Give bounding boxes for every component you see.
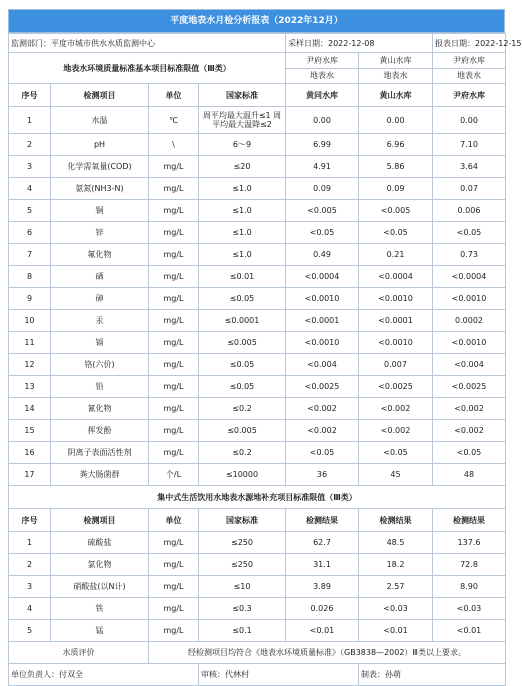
meta-row — [9, 34, 506, 53]
table-row — [9, 354, 506, 376]
cell-result-1: <0.0010 — [286, 288, 359, 310]
cell-item: pH — [51, 134, 149, 156]
table-row — [9, 532, 506, 554]
cell-result-2: 0.09 — [359, 178, 433, 200]
cell-standard: ≤0.005 — [199, 332, 286, 354]
site-type-2: 地表水 — [359, 68, 433, 84]
site-name-3: 尹府水库 — [433, 53, 506, 69]
cell-seq: 17 — [9, 464, 51, 486]
cell-standard: ≤1.0 — [199, 244, 286, 266]
cell-result-2: <0.0010 — [359, 288, 433, 310]
cell-result-1: 检测结果 — [286, 509, 359, 532]
table-row — [9, 222, 506, 244]
cell-result-3: <0.05 — [433, 222, 506, 244]
table-row — [9, 178, 506, 200]
cell-item: 粪大肠菌群 — [51, 464, 149, 486]
cell-item: 镉 — [51, 332, 149, 354]
cell-standard: ≤250 — [199, 532, 286, 554]
table-row — [9, 420, 506, 442]
cell-standard: ≤10000 — [199, 464, 286, 486]
footer-responsible: 单位负责人：付双全 — [9, 664, 199, 686]
cell-result-1: <0.002 — [286, 398, 359, 420]
dept-label: 监测部门：平度市城市供水水质监测中心 — [9, 34, 286, 53]
cell-result-2: <0.05 — [359, 442, 433, 464]
cell-standard: ≤10 — [199, 576, 286, 598]
cell-item: 挥发酚 — [51, 420, 149, 442]
cell-result-3: 0.07 — [433, 178, 506, 200]
table-row — [9, 310, 506, 332]
cell-result-1: <0.01 — [286, 620, 359, 642]
cell-seq: 9 — [9, 288, 51, 310]
cell-result-2: <0.03 — [359, 598, 433, 620]
cell-item: 铁 — [51, 598, 149, 620]
cell-result-3: <0.01 — [433, 620, 506, 642]
cell-unit: mg/L — [149, 598, 199, 620]
cell-unit: mg/L — [149, 222, 199, 244]
cell-result-2: <0.002 — [359, 398, 433, 420]
cell-item: 氨氮(NH3-N) — [51, 178, 149, 200]
evaluation-row — [9, 642, 506, 664]
cell-result-1: <0.004 — [286, 354, 359, 376]
cell-standard: ≤0.3 — [199, 598, 286, 620]
report-date: 报表日期：2022-12-15 — [433, 34, 506, 53]
cell-unit: mg/L — [149, 266, 199, 288]
cell-unit: \ — [149, 134, 199, 156]
cell-result-1: 0.026 — [286, 598, 359, 620]
cell-result-3: <0.0010 — [433, 288, 506, 310]
cell-result-2: <0.0001 — [359, 310, 433, 332]
cell-result-3: 48 — [433, 464, 506, 486]
cell-item: 铬(六价) — [51, 354, 149, 376]
cell-result-2: 0.00 — [359, 107, 433, 134]
cell-result-1: 3.89 — [286, 576, 359, 598]
cell-item: 水温 — [51, 107, 149, 134]
cell-result-1: <0.0001 — [286, 310, 359, 332]
cell-result-3: <0.0010 — [433, 332, 506, 354]
cell-result-3: <0.002 — [433, 398, 506, 420]
cell-standard: ≤0.1 — [199, 620, 286, 642]
cell-result-3: <0.0025 — [433, 376, 506, 398]
cell-item: 汞 — [51, 310, 149, 332]
cell-result-3: <0.03 — [433, 598, 506, 620]
cell-seq: 14 — [9, 398, 51, 420]
cell-result-3: <0.004 — [433, 354, 506, 376]
table-row — [9, 554, 506, 576]
cell-item: 检测项目 — [51, 84, 149, 107]
cell-standard: ≤250 — [199, 554, 286, 576]
section1-header-row — [9, 84, 506, 107]
cell-unit: mg/L — [149, 442, 199, 464]
table-row — [9, 376, 506, 398]
cell-unit: mg/L — [149, 178, 199, 200]
cell-seq: 1 — [9, 532, 51, 554]
cell-result-1: <0.0010 — [286, 332, 359, 354]
cell-seq: 15 — [9, 420, 51, 442]
cell-item: 硒 — [51, 266, 149, 288]
table-row — [9, 620, 506, 642]
cell-seq: 2 — [9, 134, 51, 156]
cell-seq: 1 — [9, 107, 51, 134]
cell-result-2: 6.96 — [359, 134, 433, 156]
cell-seq: 5 — [9, 200, 51, 222]
cell-unit: mg/L — [149, 354, 199, 376]
table-row — [9, 442, 506, 464]
cell-result-3: 3.64 — [433, 156, 506, 178]
footer-maker: 制表：孙萌 — [359, 664, 506, 686]
cell-standard: ≤1.0 — [199, 178, 286, 200]
table-row — [9, 598, 506, 620]
cell-unit: mg/L — [149, 554, 199, 576]
cell-result-2: <0.01 — [359, 620, 433, 642]
cell-item: 锌 — [51, 222, 149, 244]
report-title: 平度地表水月检分析报表（2022年12月） — [8, 9, 505, 33]
cell-seq: 7 — [9, 244, 51, 266]
cell-standard: 周平均最大温升≤1 周平均最大温降≤2 — [199, 107, 286, 134]
cell-item: 锰 — [51, 620, 149, 642]
cell-unit: mg/L — [149, 244, 199, 266]
cell-result-1: 31.1 — [286, 554, 359, 576]
cell-standard: ≤0.005 — [199, 420, 286, 442]
cell-result-1: 0.09 — [286, 178, 359, 200]
cell-item: 砷 — [51, 288, 149, 310]
cell-result-3: 7.10 — [433, 134, 506, 156]
evaluation-label: 水质评价 — [9, 642, 149, 664]
cell-standard: ≤1.0 — [199, 200, 286, 222]
cell-result-1: 62.7 — [286, 532, 359, 554]
footer-reviewer: 审核：代林村 — [199, 664, 359, 686]
cell-result-3: 137.6 — [433, 532, 506, 554]
cell-seq: 13 — [9, 376, 51, 398]
site-type-1: 地表水 — [286, 68, 359, 84]
evaluation-text: 经检测项目均符合《地表水环境质量标准》（GB3838—2002）Ⅲ类以上要求。 — [149, 642, 506, 664]
cell-result-3: <0.05 — [433, 442, 506, 464]
cell-standard: ≤0.05 — [199, 288, 286, 310]
cell-seq: 11 — [9, 332, 51, 354]
cell-standard: ≤0.2 — [199, 442, 286, 464]
cell-result-2: 18.2 — [359, 554, 433, 576]
section2-title: 集中式生活饮用水地表水源地补充项目标准限值（Ⅲ类） — [9, 486, 506, 509]
cell-standard: ≤1.0 — [199, 222, 286, 244]
cell-result-1: <0.05 — [286, 222, 359, 244]
site-type-3: 地表水 — [433, 68, 506, 84]
cell-standard: ≤0.05 — [199, 376, 286, 398]
cell-result-2: 0.007 — [359, 354, 433, 376]
cell-seq: 5 — [9, 620, 51, 642]
cell-item: 硫酸盐 — [51, 532, 149, 554]
cell-unit: 单位 — [149, 84, 199, 107]
cell-seq: 6 — [9, 222, 51, 244]
site-name-2: 黄山水库 — [359, 53, 433, 69]
cell-unit: mg/L — [149, 288, 199, 310]
cell-unit: mg/L — [149, 576, 199, 598]
cell-seq: 2 — [9, 554, 51, 576]
table-row — [9, 288, 506, 310]
cell-unit: mg/L — [149, 332, 199, 354]
cell-standard: 6～9 — [199, 134, 286, 156]
cell-result-1: <0.0004 — [286, 266, 359, 288]
cell-seq: 12 — [9, 354, 51, 376]
cell-seq: 10 — [9, 310, 51, 332]
footer-row — [9, 664, 506, 686]
table-row — [9, 266, 506, 288]
cell-result-2: <0.0010 — [359, 332, 433, 354]
cell-unit: 单位 — [149, 509, 199, 532]
section2-title-row — [9, 486, 506, 509]
cell-standard: ≤20 — [199, 156, 286, 178]
cell-seq: 3 — [9, 576, 51, 598]
cell-standard: ≤0.05 — [199, 354, 286, 376]
section1-title-row — [9, 53, 506, 69]
cell-unit: mg/L — [149, 532, 199, 554]
cell-result-3: 0.006 — [433, 200, 506, 222]
cell-item: 化学需氧量(COD) — [51, 156, 149, 178]
cell-unit: mg/L — [149, 200, 199, 222]
cell-unit: mg/L — [149, 310, 199, 332]
cell-result-2: <0.0025 — [359, 376, 433, 398]
cell-standard: ≤0.0001 — [199, 310, 286, 332]
cell-result-2: <0.005 — [359, 200, 433, 222]
cell-standard: 国家标准 — [199, 509, 286, 532]
table-row — [9, 156, 506, 178]
cell-unit: 个/L — [149, 464, 199, 486]
cell-result-3: 检测结果 — [433, 509, 506, 532]
cell-item: 检测项目 — [51, 509, 149, 532]
cell-item: 氟化物 — [51, 244, 149, 266]
table-row — [9, 107, 506, 134]
cell-unit: mg/L — [149, 156, 199, 178]
cell-result-2: 0.21 — [359, 244, 433, 266]
table-row — [9, 464, 506, 486]
cell-result-3: 0.00 — [433, 107, 506, 134]
cell-result-2: 5.86 — [359, 156, 433, 178]
cell-result-1: 0.49 — [286, 244, 359, 266]
cell-result-2: 黄山水库 — [359, 84, 433, 107]
cell-item: 氰化物 — [51, 398, 149, 420]
cell-result-1: <0.002 — [286, 420, 359, 442]
cell-result-1: 4.91 — [286, 156, 359, 178]
cell-result-3: 0.0002 — [433, 310, 506, 332]
cell-result-1: <0.05 — [286, 442, 359, 464]
table-row — [9, 332, 506, 354]
cell-result-3: 8.90 — [433, 576, 506, 598]
cell-item: 硝酸盐(以N计) — [51, 576, 149, 598]
cell-result-3: 尹府水库 — [433, 84, 506, 107]
table-row — [9, 398, 506, 420]
cell-result-1: <0.0025 — [286, 376, 359, 398]
cell-seq: 序号 — [9, 84, 51, 107]
cell-item: 氯化物 — [51, 554, 149, 576]
cell-result-2: <0.0004 — [359, 266, 433, 288]
cell-result-1: 6.99 — [286, 134, 359, 156]
cell-item: 阴离子表面活性剂 — [51, 442, 149, 464]
section1-title: 地表水环境质量标准基本项目标准限值（Ⅲ类） — [9, 53, 286, 84]
table-row — [9, 244, 506, 266]
site-name-1: 尹府水库 — [286, 53, 359, 69]
cell-result-1: 0.00 — [286, 107, 359, 134]
table-row — [9, 576, 506, 598]
cell-result-2: 2.57 — [359, 576, 433, 598]
cell-result-2: 检测结果 — [359, 509, 433, 532]
cell-result-1: 36 — [286, 464, 359, 486]
cell-item: 铅 — [51, 376, 149, 398]
cell-result-2: <0.002 — [359, 420, 433, 442]
cell-item: 铜 — [51, 200, 149, 222]
cell-unit: mg/L — [149, 376, 199, 398]
report-table — [8, 33, 522, 686]
table-row — [9, 200, 506, 222]
cell-seq: 4 — [9, 178, 51, 200]
cell-result-3: 0.73 — [433, 244, 506, 266]
cell-seq: 16 — [9, 442, 51, 464]
cell-seq: 3 — [9, 156, 51, 178]
cell-unit: mg/L — [149, 398, 199, 420]
cell-seq: 序号 — [9, 509, 51, 532]
sample-date: 采样日期：2022-12-08 — [286, 34, 433, 53]
cell-unit: mg/L — [149, 620, 199, 642]
cell-result-2: 48.5 — [359, 532, 433, 554]
cell-result-3: <0.002 — [433, 420, 506, 442]
cell-result-2: 45 — [359, 464, 433, 486]
cell-unit: mg/L — [149, 420, 199, 442]
cell-seq: 4 — [9, 598, 51, 620]
cell-standard: ≤0.01 — [199, 266, 286, 288]
cell-result-1: 黄同水库 — [286, 84, 359, 107]
cell-result-3: 72.8 — [433, 554, 506, 576]
cell-result-2: <0.05 — [359, 222, 433, 244]
section2-header-row — [9, 509, 506, 532]
cell-result-1: <0.005 — [286, 200, 359, 222]
cell-unit: ℃ — [149, 107, 199, 134]
cell-seq: 8 — [9, 266, 51, 288]
table-row — [9, 134, 506, 156]
cell-result-3: <0.0004 — [433, 266, 506, 288]
cell-standard: 国家标准 — [199, 84, 286, 107]
report — [8, 9, 522, 686]
cell-standard: ≤0.2 — [199, 398, 286, 420]
